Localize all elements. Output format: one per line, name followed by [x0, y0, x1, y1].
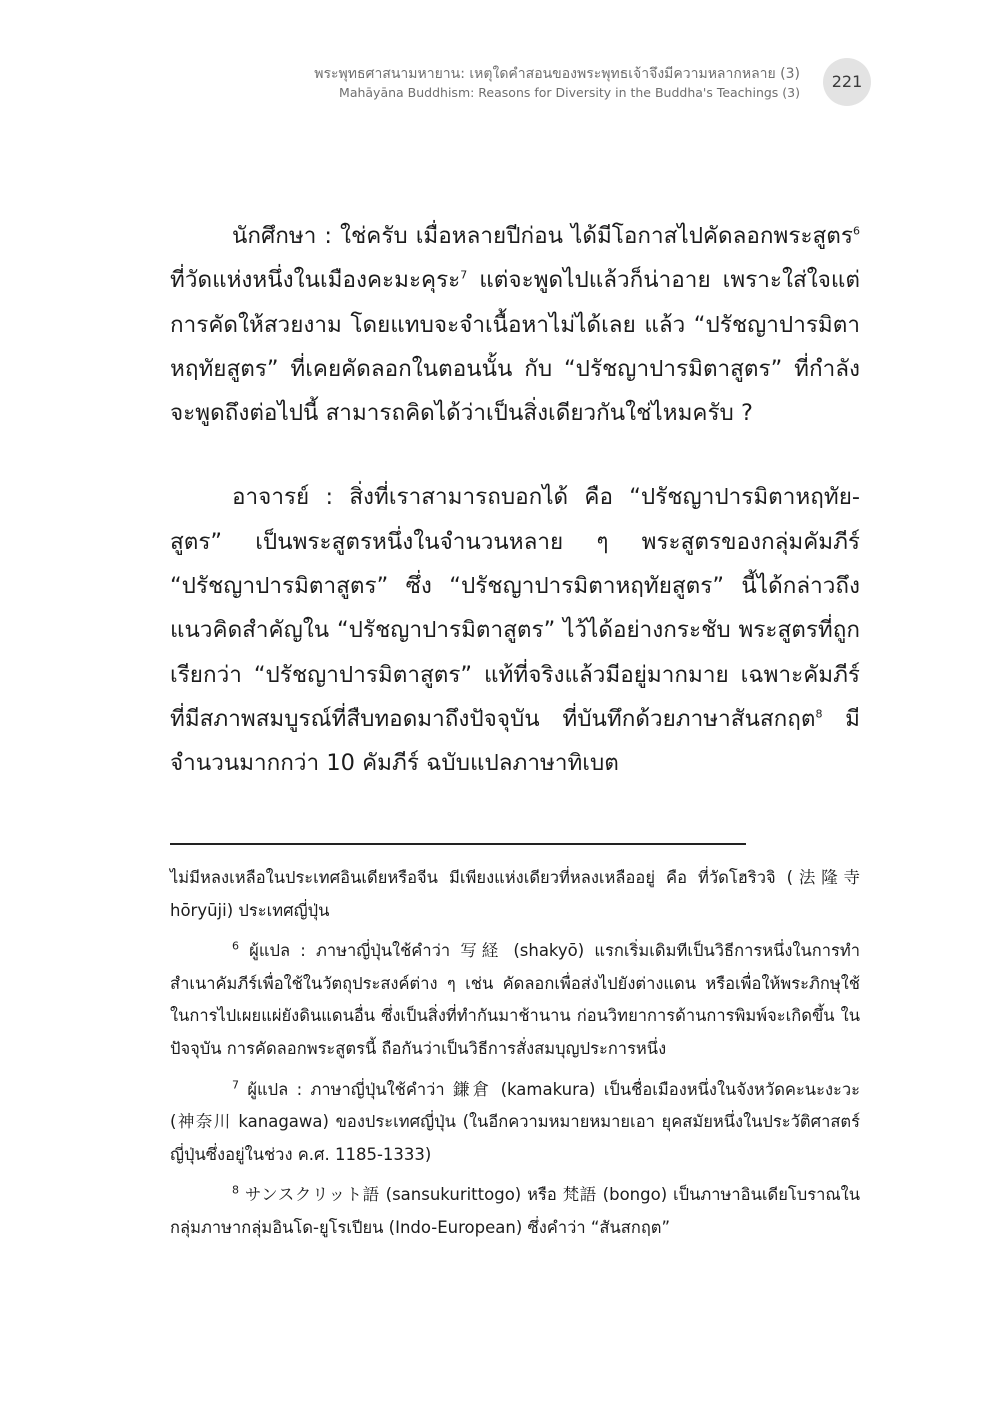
- footnote-text: サンスクリット語 (sansukurittogo) หรือ 梵語 (bongo) เป็นภาษาอินเดียโบราณในกลุ่มภาษากลุ่มอินโด-ยูโรเปียน (Indo-European) ซึ่งคำว่า “สันสกฤต”: [170, 1185, 860, 1237]
- footnote-number: 8: [232, 1183, 239, 1197]
- main-text: [170, 214, 860, 786]
- paragraph-teacher: [170, 475, 860, 785]
- footnote-7: [170, 1074, 860, 1172]
- footnote-text: ผู้แปล : ภาษาญี่ปุ่นใช้คำว่า 鎌倉 (kamakura) เป็นชื่อเมืองหนึ่งในจังหวัดคะนะงะวะ (神奈川 kanagawa) ของประเทศญี่ปุ่น (ในอีกความหมายหมายเอา ยุคสมัยหนึ่งในประวัติศาสตร์ญี่ปุ่นซึ่งอยู่ในช่วง ค.ศ. 1185-1333): [170, 1079, 860, 1164]
- paragraph-text: มีจำนวนมากกว่า 10 คัมภีร์ ฉบับแปลภาษาทิเบต: [170, 705, 860, 777]
- footnote-ref-6: 6: [853, 224, 860, 238]
- paragraph-text: ที่วัดแห่งหนึ่งในเมืองคะมะคุระ: [170, 267, 461, 294]
- paragraph-text: แต่จะพูดไปแล้วก็น่าอาย เพราะใส่ใจแต่การคัดให้สวยงาม โดยแทบจะจำเนื้อหาไม่ได้เลย แล้ว “ปรัชญาปารมิตาหฤทัยสูตร” ที่เคยคัดลอกในตอนนั้น กับ “ปรัชญาปารมิตาสูตร” ที่กำลังจะพูดถึงต่อไปนี้ สามารถคิดได้ว่าเป็นสิ่งเดียวกันใช่ไหมครับ ?: [170, 267, 860, 427]
- paragraph-text: นักศึกษา : ใช่ครับ เมื่อหลายปีก่อน ได้มีโอกาสไปคัดลอกพระสูตร: [232, 223, 853, 249]
- page-number: 221: [823, 58, 871, 106]
- footnote-text: ผู้แปล : ภาษาญี่ปุ่นใช้คำว่า 写経 (shakyō) แรกเริ่มเดิมทีเป็นวิธีการหนึ่งในการทำสำเนาคัมภีร์เพื่อใช้ในวัตถุประสงค์ต่าง ๆ เช่น คัดลอกเพื่อส่งไปยังต่างแดน หรือเพื่อให้พระภิกษุใช้ในการไปเผยแผ่ยังดินแดนอื่น ซึ่งเป็นสิ่งที่ทำกันมาช้านาน ก่อนวิทยาการด้านการพิมพ์จะเกิดขึ้น ในปัจจุบัน การคัดลอกพระสูตรนี้ ถือกันว่าเป็นวิธีการสั่งสมบุญประการหนึ่ง: [170, 941, 860, 1058]
- footnotes: [170, 862, 860, 1245]
- paragraph-student: [170, 214, 860, 435]
- footnote-6: [170, 935, 860, 1065]
- running-header: [180, 64, 800, 102]
- footnote-ref-8: 8: [815, 707, 823, 721]
- footnote-number: 6: [232, 939, 239, 953]
- header-title-english: Mahāyāna Buddhism: Reasons for Diversity in the Buddha's Teachings (3): [339, 85, 800, 100]
- footnote-8: [170, 1179, 860, 1244]
- header-title-thai: พระพุทธศาสนามหายาน: เหตุใดคำสอนของพระพุทธเจ้าจึงมีความหลากหลาย (3): [314, 66, 800, 82]
- footnote-continued: ไม่มีหลงเหลือในประเทศอินเดียหรือจีน มีเพียงแห่งเดียวที่หลงเหลืออยู่ คือ ที่วัดโฮริวจิ (法隆寺 hōryūji) ประเทศญี่ปุ่น: [170, 868, 860, 920]
- paragraph-text: อาจารย์ : สิ่งที่เราสามารถบอกได้ คือ “ปรัชญาปารมิตาหฤทัย-สูตร” เป็นพระสูตรหนึ่งในจำนวนหลาย ๆ พระสูตรของกลุ่มคัมภีร์ “ปรัชญาปารมิตาสูตร” ซึ่ง “ปรัชญาปารมิตาหฤทัยสูตร” นี้ได้กล่าวถึงแนวคิดสำคัญใน “ปรัชญาปารมิตาสูตร” ไว้ได้อย่างกระชับ พระสูตรที่ถูกเรียกว่า “ปรัชญาปารมิตาสูตร” แท้ที่จริงแล้วมีอยู่มากมาย เฉพาะคัมภีร์ที่มีสภาพสมบูรณ์ที่สืบทอดมาถึงปัจจุบัน ที่บันทึกด้วยภาษาสันสกฤต: [170, 484, 860, 732]
- footnote-divider: [170, 843, 746, 845]
- footnote-number: 7: [232, 1078, 239, 1092]
- footnote-ref-7: 7: [460, 268, 468, 282]
